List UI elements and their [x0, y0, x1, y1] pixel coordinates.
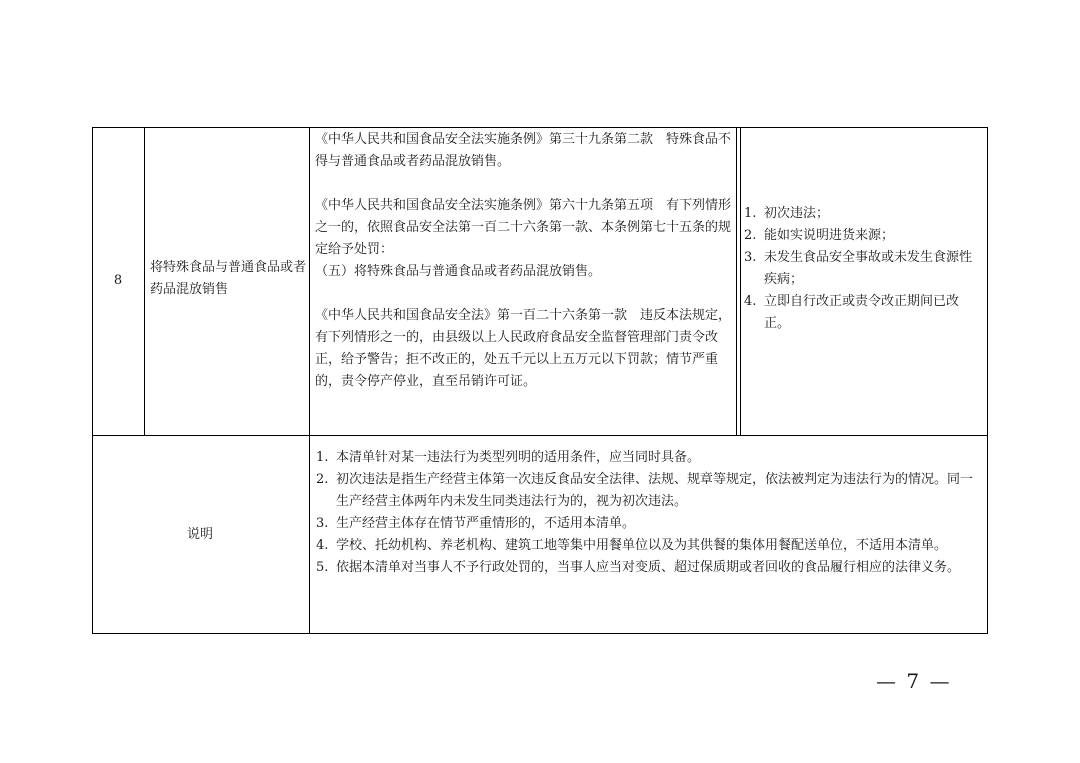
condition-text: 初次违法；	[764, 206, 830, 221]
note-text: 学校、托幼机构、养老机构、建筑工地等集中用餐单位以及为其供餐的集体用餐配送单位，不适用本清单。	[336, 538, 948, 553]
condition-number: 1.	[744, 206, 757, 221]
condition-item	[744, 291, 980, 335]
condition-text: 能如实说明进货来源；	[764, 228, 895, 243]
condition-text: 未发生食品安全事故或未发生食源性疾病；	[764, 250, 973, 287]
condition-item	[744, 203, 980, 225]
note-item	[316, 447, 980, 469]
explanation-label	[92, 435, 308, 634]
column-divider-basis	[736, 127, 737, 435]
table-border-right	[987, 127, 988, 634]
column-divider-basis-inner	[740, 127, 741, 435]
note-item	[316, 469, 980, 513]
note-text: 生产经营主体存在情节严重情形的，不适用本清单。	[336, 516, 636, 531]
note-item	[316, 557, 980, 579]
column-divider-number	[144, 127, 145, 435]
note-text: 本清单针对某一违法行为类型列明的适用条件，应当同时具备。	[336, 450, 701, 465]
page-number: — 7 —	[876, 669, 952, 693]
note-text: 依据本清单对当事人不予行政处罚的，当事人应当对变质、超过保质期或者回收的食品履行相应的法律义务。	[336, 560, 961, 575]
table-border-top	[92, 127, 988, 128]
note-item	[316, 513, 980, 535]
condition-number: 2.	[744, 228, 757, 243]
note-number: 4.	[316, 538, 329, 553]
penalty-exemption-table	[92, 127, 988, 634]
basis-paragraph: （五）将特殊食品与普通食品或者药品混放销售。	[315, 264, 602, 279]
note-item	[316, 535, 980, 557]
note-number: 2.	[316, 472, 329, 487]
column-divider-violation	[309, 127, 310, 634]
note-number: 1.	[316, 450, 329, 465]
explanation-notes	[316, 447, 980, 579]
condition-item	[744, 247, 980, 291]
basis-paragraph: 《中华人民共和国食品安全法实施条例》第六十九条第五项 有下列情形之一的，依照食品安全法第一百二十六条第一款、本条例第七十五条的规定给予处罚：	[315, 198, 732, 257]
condition-number: 4.	[744, 294, 757, 309]
basis-paragraph: 《中华人民共和国食品安全法》第一百二十六条第一款 违反本法规定，有下列情形之一的，由县级以上人民政府食品安全监督管理部门责令改正，给予警告；拒不改正的，处五千元以上五万元以下罚款；情节严重的，责令停产停业，直至吊销许可证。	[315, 308, 732, 389]
condition-text: 立即自行改正或责令改正期间已改正。	[764, 294, 960, 331]
applicable-conditions	[744, 203, 980, 335]
note-number: 5.	[316, 560, 329, 575]
basis-paragraph: 《中华人民共和国食品安全法实施条例》第三十九条第二款 特殊食品不得与普通食品或者药品混放销售。	[315, 132, 732, 169]
explanation-label-text: 说明	[186, 526, 213, 542]
condition-number: 3.	[744, 250, 757, 265]
violation-type: 将特殊食品与普通食品或者药品混放销售	[150, 260, 307, 297]
condition-item	[744, 225, 980, 247]
note-number: 3.	[316, 516, 329, 531]
note-text: 初次违法是指生产经营主体第一次违反食品安全法律、法规、规章等规定，依法被判定为违法行为的情况。同一生产经营主体两年内未发生同类违法行为的，视为初次违法。	[336, 472, 974, 509]
row-number	[92, 127, 144, 435]
legal-basis	[315, 129, 733, 393]
row-number-text: 8	[113, 273, 123, 288]
